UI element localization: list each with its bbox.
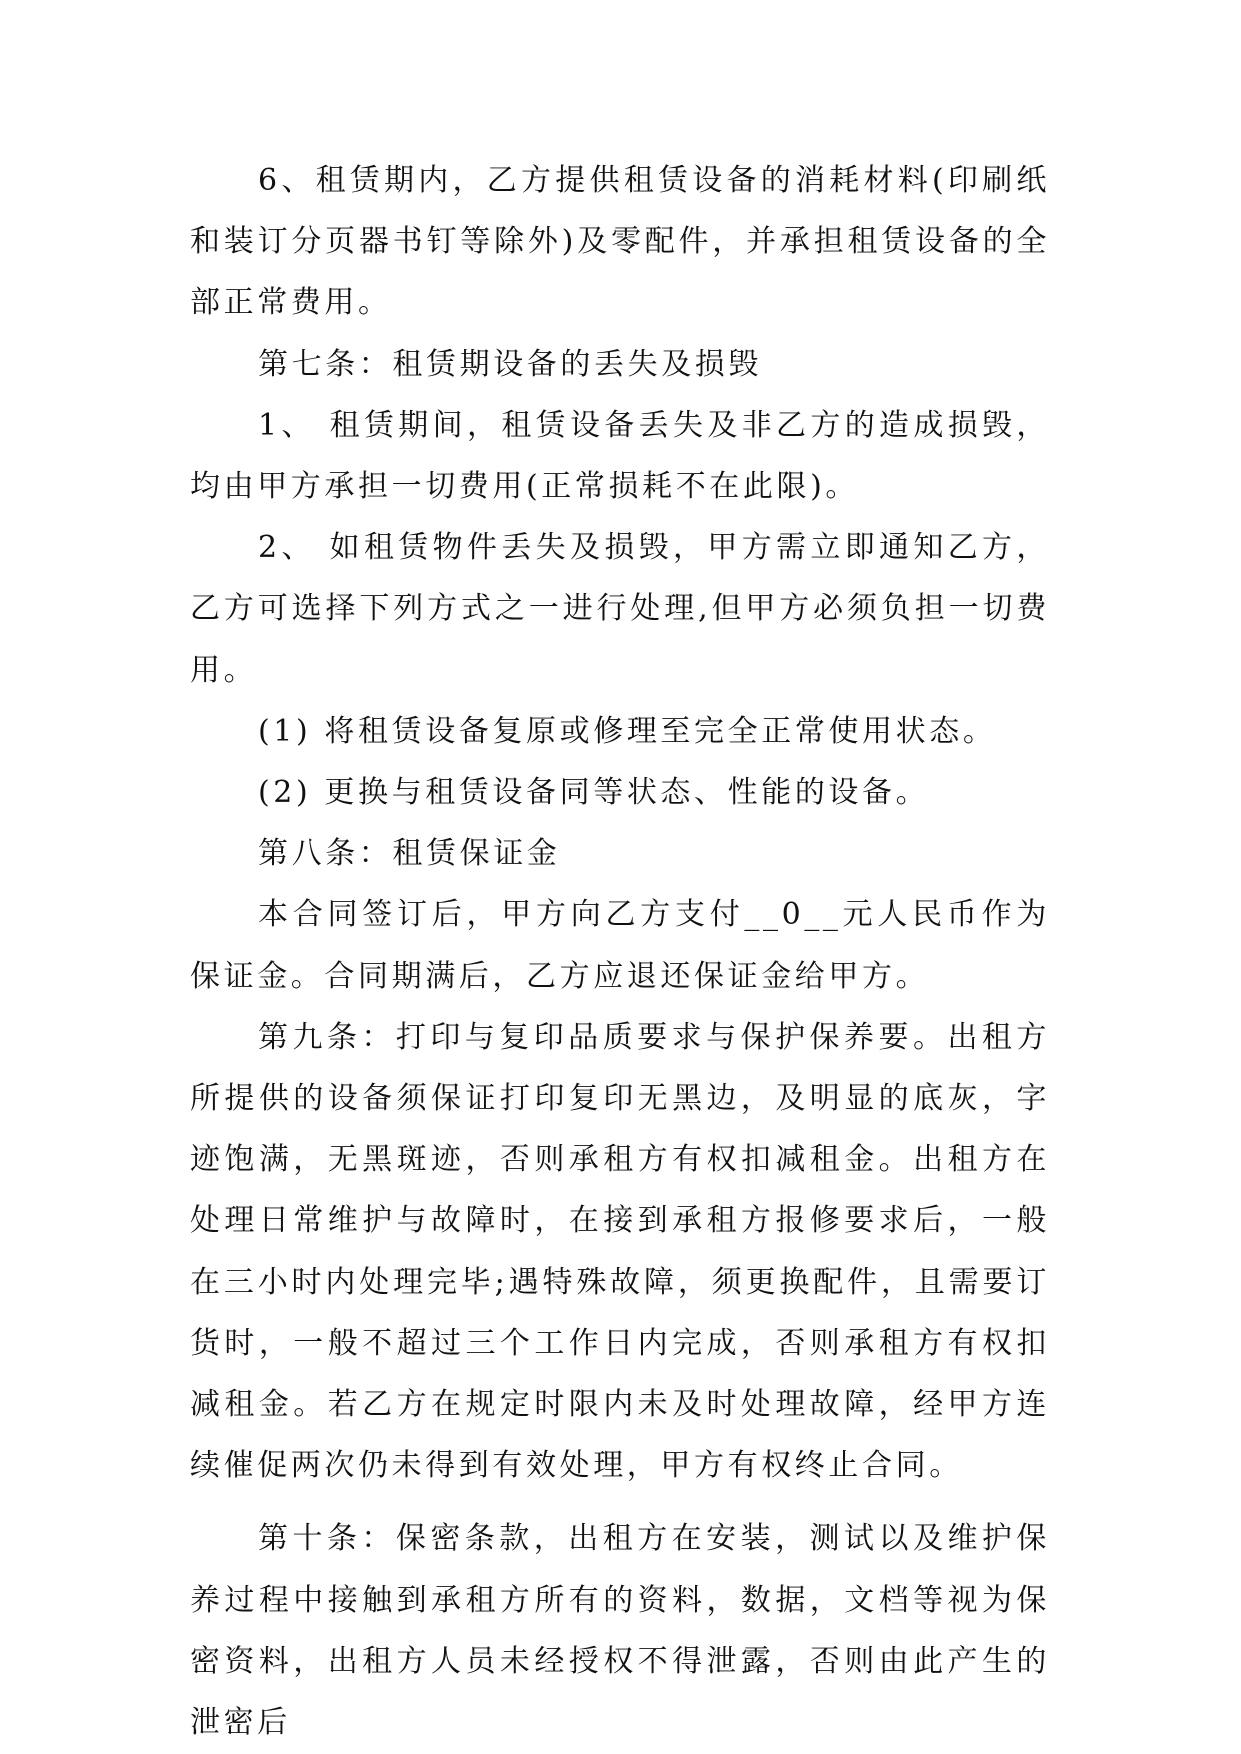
paragraph-article-9: 第九条：打印与复印品质要求与保护保养要。出租方所提供的设备须保证打印复印无黑边，及明显的底灰，字迹饱满，无黑斑迹，否则承租方有权扣减租金。出租方在处理日常维护与故障时，在接到承租方报修要求后，一般在三小时内处理完毕;遇特殊故障，须更换配件，且需要订货时，一般不超过三个工作日内完成，否则承租方有权扣减租金。若乙方在规定时限内未及时处理故障，经甲方连续催促两次仍未得到有效处理，甲方有权终止合同。 bbox=[190, 1019, 1050, 1484]
paragraph-article-7-item-1: 1、 租赁期间，租赁设备丢失及非乙方的造成损毁，均由甲方承担一切费用(正常损耗不在此限)。 bbox=[190, 407, 1050, 505]
paragraph-option-2: (2) 更换与租赁设备同等状态、性能的设备。 bbox=[258, 775, 930, 811]
paragraph-article-10: 第十条：保密条款，出租方在安装，测试以及维护保养过程中接触到承租方所有的资料，数据，文档等视为保密资料，出租方人员未经授权不得泄露，否则由此产生的泄密后 bbox=[190, 1521, 1050, 1741]
document-body bbox=[190, 150, 1050, 1753]
heading-article-7: 第七条：租赁期设备的丢失及损毁 bbox=[258, 346, 762, 382]
paragraph-clause-6: 6、租赁期内，乙方提供租赁设备的消耗材料(印刷纸和装订分页器书钉等除外)及零配件，并承担租赁设备的全部正常费用。 bbox=[190, 163, 1050, 321]
paragraph-deposit: 本合同签订后，甲方向乙方支付__0__元人民币作为保证金。合同期满后，乙方应退还保证金给甲方。 bbox=[190, 897, 1050, 994]
heading-article-8: 第八条：租赁保证金 bbox=[258, 836, 561, 872]
paragraph-article-7-item-2: 2、 如租赁物件丢失及损毁，甲方需立即通知乙方，乙方可选择下列方式之一进行处理,但甲方必须负担一切费用。 bbox=[190, 530, 1050, 688]
paragraph-option-1: (1) 将租赁设备复原或修理至完全正常使用状态。 bbox=[258, 713, 997, 749]
